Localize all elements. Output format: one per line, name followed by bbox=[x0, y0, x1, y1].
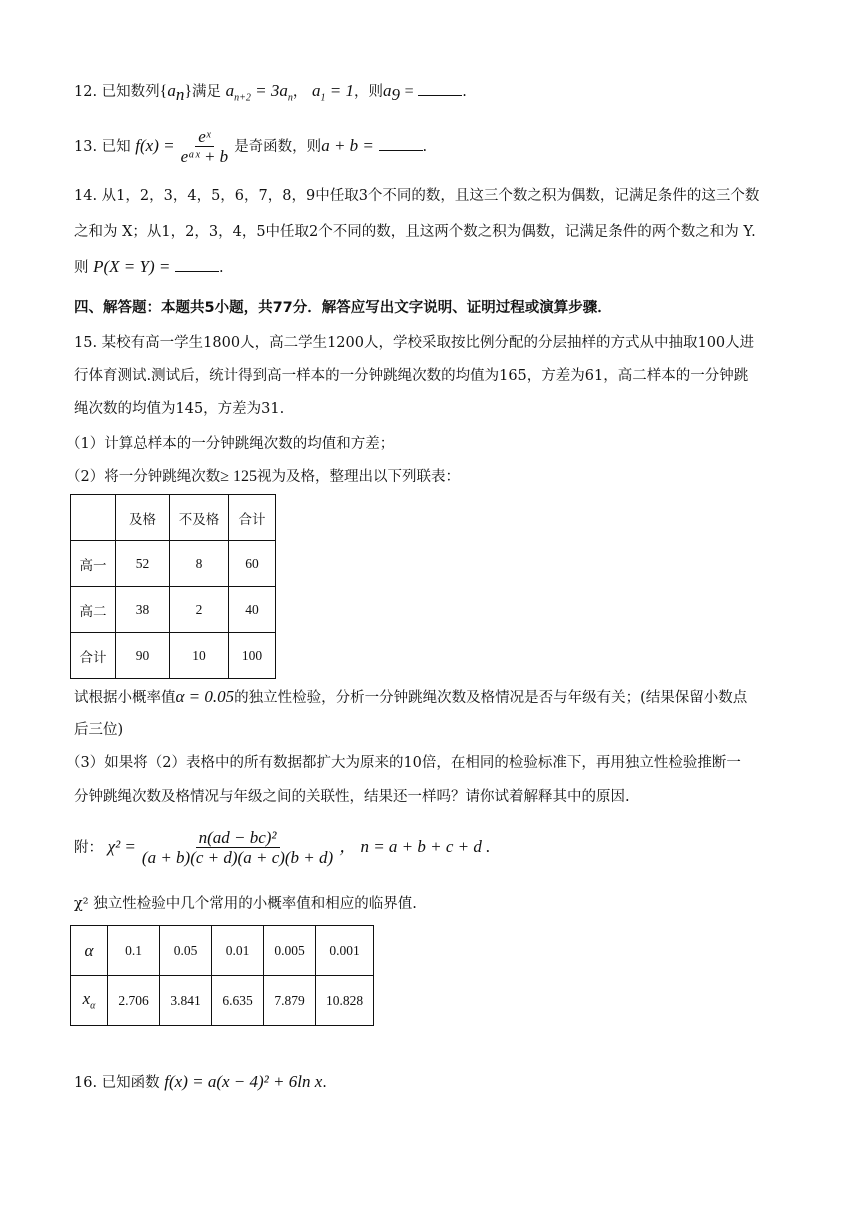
question-15-line-1: 15. 某校有高一学生1800人，高二学生1200人，学校采取按比例分配的分层抽样的方式从中抽取100人进 bbox=[74, 335, 755, 351]
fraction: $\frac{\text{eˣ}}{\text{eᵃˣ + b}}$ bbox=[180, 126, 229, 166]
question-15-part-2: （2）将一分钟跳绳次数≥ 125视为及格，整理出以下列联表： bbox=[66, 468, 461, 485]
table-header-cell: 不及格 bbox=[170, 495, 229, 541]
question-12: 12. 已知数列$\{a_n\}$满足 $a_{n+2} = 3a_n$， $a_1 = 1$，则$a_9$ = . bbox=[74, 81, 467, 104]
contingency-table bbox=[70, 494, 276, 679]
initial-term: $a_1 = 1$ bbox=[312, 81, 354, 104]
answer-blank bbox=[379, 136, 423, 151]
table-row: $x_\alpha$ 2.706 3.841 6.635 7.879 10.828 bbox=[71, 976, 374, 1026]
question-14-line-2: 之和为 X；从1，2，3，4，5中任取2个不同的数，且这两个数之积为偶数，记满足条件的两个数之和为 Y. bbox=[74, 224, 756, 240]
critical-value-table bbox=[70, 925, 374, 1026]
question-15-part-3-line-2: 分钟跳绳次数及格情况与年级之间的关联性，结果还一样吗？请你试着解释其中的原因. bbox=[74, 789, 630, 805]
answer-blank bbox=[418, 81, 462, 96]
table-row: 合计 90 10 100 bbox=[71, 633, 276, 679]
question-15-line-2: 行体育测试.测试后，统计得到高一样本的一分钟跳绳次数的均值为165，方差为61，高二样本的一分钟跳 bbox=[74, 368, 749, 384]
table-header-cell: 合计 bbox=[229, 495, 276, 541]
table-row: 高二 38 2 40 bbox=[71, 587, 276, 633]
chi-square-formula: 附： χ² = $\frac{\text{n(ad − bc)²}}{(a + b)(c + d)(a + c)(b + d)}$ ， n = a + b + c + d . bbox=[74, 827, 491, 867]
question-15-line-3: 绳次数的均值为145，方差为31. bbox=[74, 401, 285, 417]
question-15-part-1: （1）计算总样本的一分钟跳绳次数的均值和方差； bbox=[66, 436, 395, 452]
question-15-test-line-2: 后三位) bbox=[74, 722, 124, 738]
question-14-line-1: 14. 从1，2，3，4，5，6，7，8，9中任取3个不同的数，且这三个数之积为偶数，记满足条件的这三个数 bbox=[74, 188, 760, 204]
question-15-test-line-1: 试根据小概率值α = 0.05的独立性检验，分析一分钟跳绳次数及格情况是否与年级有关；(结果保留小数点 bbox=[74, 687, 748, 706]
table-row: 高一 52 8 60 bbox=[71, 541, 276, 587]
fraction: $\frac{\text{n(ad − bc)²}}{(a + b)(c + d)(a + c)(b + d)}$ bbox=[141, 827, 334, 867]
question-14-line-3: 则 P(X = Y) = . bbox=[74, 257, 224, 276]
recurrence-formula: $a_{n+2} = 3a_n$ bbox=[225, 81, 293, 104]
brace-close: } bbox=[184, 83, 193, 100]
table-header-cell bbox=[71, 495, 116, 541]
brace-open: { bbox=[159, 83, 168, 100]
question-16: 16. 已知函数 f(x) = a(x − 4)² + 6ln x. bbox=[74, 1072, 327, 1091]
table-header-cell: 及格 bbox=[116, 495, 170, 541]
question-13: 13. 已知 f(x) = $\frac{\text{eˣ}}{\text{eᵃˣ + b}}$ 是奇函数，则a + b = . bbox=[74, 126, 428, 166]
question-15-part-3-line-1: （3）如果将（2）表格中的所有数据都扩大为原来的10倍，在相同的检验标准下，再用独立性检验推断一 bbox=[66, 755, 741, 771]
table-row: α 0.1 0.05 0.01 0.005 0.001 bbox=[71, 926, 374, 976]
section-heading: 四、解答题：本题共5小题，共77分．解答应写出文字说明、证明过程或演算步骤． bbox=[74, 300, 612, 316]
answer-blank bbox=[175, 257, 219, 272]
chi-square-note: χ² 独立性检验中几个常用的小概率值和相应的临界值. bbox=[74, 896, 417, 912]
